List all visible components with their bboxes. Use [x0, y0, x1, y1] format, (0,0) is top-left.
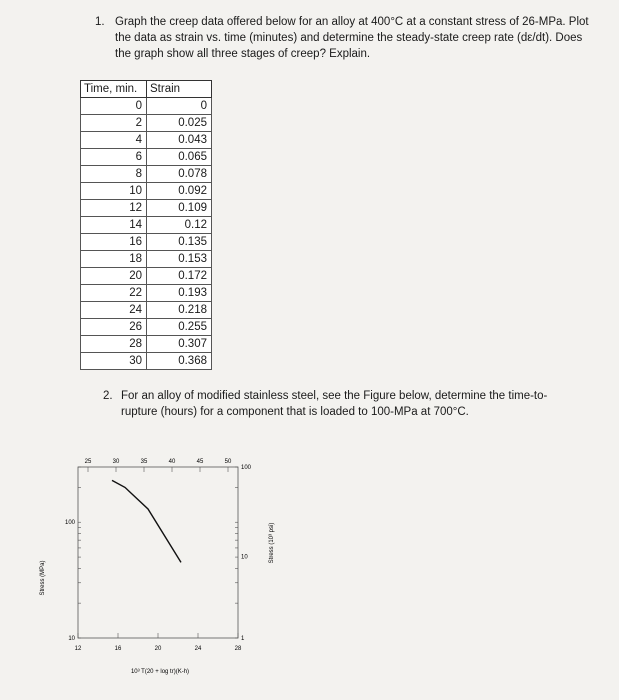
x-top-tick-label: 35 — [140, 459, 148, 465]
x-bottom-tick-label: 12 — [74, 646, 82, 652]
time-cell: 8 — [81, 166, 147, 183]
x-axis-label: 10³ T(20 + log tr)(K-h) — [130, 669, 190, 675]
table-row — [81, 234, 212, 251]
table-row — [81, 336, 212, 353]
time-cell: 24 — [81, 302, 147, 319]
larson-miller-chart — [38, 448, 288, 685]
time-column-header: Time, min. — [81, 81, 147, 98]
table-row — [81, 166, 212, 183]
time-cell: 0 — [81, 98, 147, 115]
table-row — [81, 302, 212, 319]
time-cell: 30 — [81, 353, 147, 370]
strain-cell: 0.043 — [147, 132, 212, 149]
x-bottom-tick-label: 24 — [194, 646, 202, 652]
question-2-number: 2. — [103, 390, 113, 402]
y-left-tick-label: 10 — [68, 636, 75, 642]
time-cell: 22 — [81, 285, 147, 302]
question-1-text: Graph the creep data offered below for an alloy at 400°C at a constant stress of 26-MPa. Plot the data as strain vs. time (minutes) and determine the steady-state creep rate (dε/dt). Does the graph show all three stages of creep? Explain. — [115, 16, 589, 60]
x-top-tick-label: 25 — [84, 459, 92, 465]
y-right-tick-label: 10 — [241, 554, 248, 561]
strain-cell: 0.368 — [147, 353, 212, 370]
chart-svg — [38, 448, 288, 680]
data-series-line — [112, 480, 181, 562]
time-cell: 28 — [81, 336, 147, 353]
table-row — [81, 115, 212, 132]
time-cell: 12 — [81, 200, 147, 217]
time-cell: 18 — [81, 251, 147, 268]
strain-cell: 0.153 — [147, 251, 212, 268]
time-cell: 2 — [81, 115, 147, 132]
strain-cell: 0.078 — [147, 166, 212, 183]
y-right-tick-label: 1 — [241, 636, 245, 642]
strain-cell: 0.255 — [147, 319, 212, 336]
strain-cell: 0.12 — [147, 217, 212, 234]
x-top-tick-label: 45 — [196, 459, 204, 465]
table-row — [81, 319, 212, 336]
table-row — [81, 268, 212, 285]
strain-cell: 0.109 — [147, 200, 212, 217]
table-row — [81, 183, 212, 200]
table-header-row — [81, 81, 212, 98]
x-top-tick-label: 50 — [224, 459, 232, 465]
time-cell: 16 — [81, 234, 147, 251]
x-bottom-tick-label: 16 — [114, 646, 122, 652]
question-1 — [95, 14, 595, 62]
creep-table-body — [81, 98, 212, 370]
strain-cell: 0.218 — [147, 302, 212, 319]
y-axis-right-label: Stress (10³ psi) — [269, 522, 275, 564]
time-cell: 10 — [81, 183, 147, 200]
strain-cell: 0.307 — [147, 336, 212, 353]
table-row — [81, 217, 212, 234]
creep-data-table — [80, 80, 212, 370]
time-cell: 4 — [81, 132, 147, 149]
time-cell: 26 — [81, 319, 147, 336]
x-top-tick-label: 30 — [112, 459, 120, 465]
y-axis-left-label: Stress (MPa) — [40, 560, 46, 596]
table-row — [81, 200, 212, 217]
time-cell: 6 — [81, 149, 147, 166]
strain-cell: 0.065 — [147, 149, 212, 166]
table-row — [81, 251, 212, 268]
strain-cell: 0.135 — [147, 234, 212, 251]
strain-cell: 0.193 — [147, 285, 212, 302]
strain-column-header: Strain — [147, 81, 212, 98]
question-2-text: For an alloy of modified stainless steel, see the Figure below, determine the time-to-rupture (hours) for a component that is loaded to 100-MPa at 700°C. — [121, 390, 548, 418]
question-1-number: 1. — [95, 16, 105, 28]
strain-cell: 0.025 — [147, 115, 212, 132]
time-cell: 14 — [81, 217, 147, 234]
x-bottom-tick-label: 28 — [234, 646, 242, 652]
x-bottom-tick-label: 20 — [154, 646, 162, 652]
table-row — [81, 132, 212, 149]
time-cell: 20 — [81, 268, 147, 285]
question-2 — [103, 388, 573, 420]
table-row — [81, 285, 212, 302]
strain-cell: 0.092 — [147, 183, 212, 200]
table-row — [81, 353, 212, 370]
y-left-tick-label: 100 — [64, 520, 75, 527]
table-row — [81, 149, 212, 166]
strain-cell: 0.172 — [147, 268, 212, 285]
table-row — [81, 98, 212, 115]
x-top-tick-label: 40 — [168, 459, 176, 465]
strain-cell: 0 — [147, 98, 212, 115]
plot-frame — [78, 467, 238, 638]
y-right-tick-label: 100 — [241, 465, 252, 471]
